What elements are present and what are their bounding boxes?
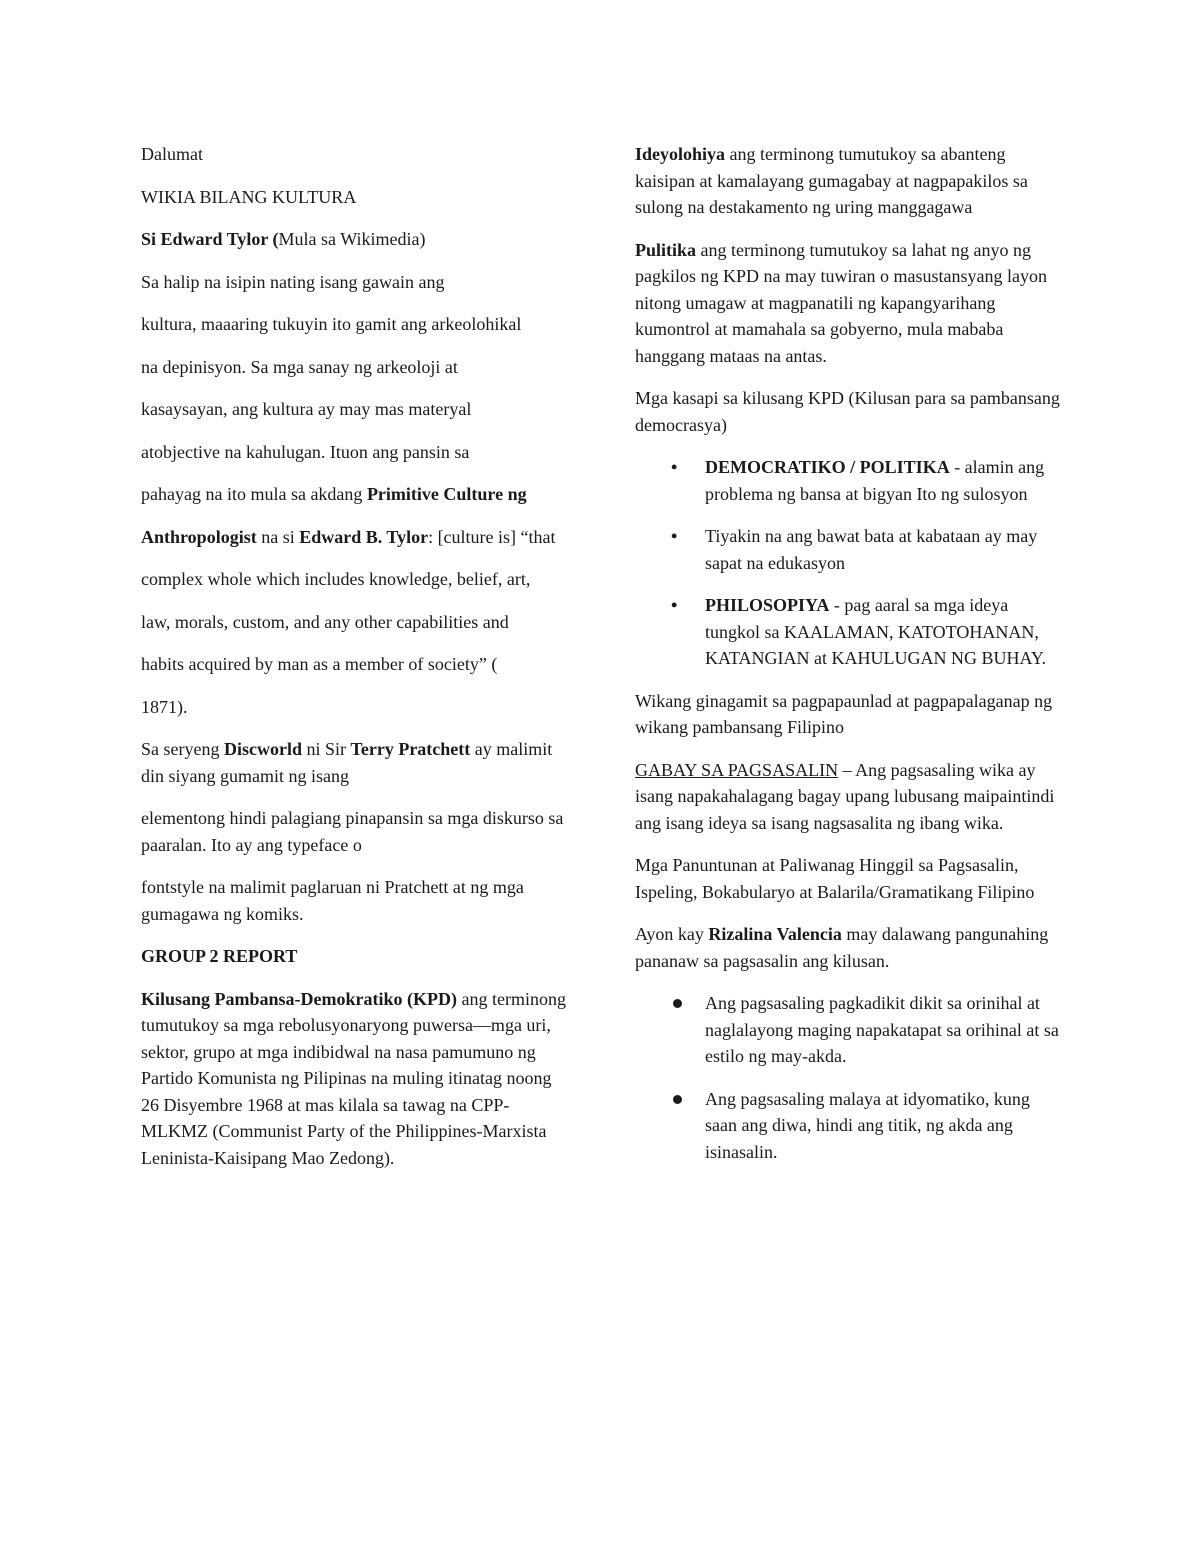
paragraph: kultura, maaaring tukuyin ito gamit ang arkeolohikal xyxy=(141,314,522,334)
pananaw-list xyxy=(635,990,1065,1165)
paragraph: law, morals, custom, and any other capabilities and xyxy=(141,611,509,632)
bullet-icon: • xyxy=(671,526,678,546)
list-item: Ang pagsasaling pagkadikit dikit sa orinihal at naglalayong maging napakatapat sa orihinal at sa estilo ng may-akda. xyxy=(635,990,1065,1070)
tylor-source: Si Edward Tylor (Mula sa Wikimedia) xyxy=(141,229,426,249)
wikang-paragraph: Wikang ginagamit sa pagpapaunlad at pagpapalaganap ng wikang pambansang Filipino xyxy=(635,690,1053,737)
paragraph: elementong hindi palagiang pinapansin sa mga diskurso sa paaralan. Ito ay ang typeface o xyxy=(141,808,564,855)
kasapi-list xyxy=(635,454,1065,672)
right-column xyxy=(635,141,1065,1181)
list-item: • DEMOCRATIKO / POLITIKA - alamin ang problema ng bansa at bigyan Ito ng sulosyon xyxy=(635,454,1065,507)
paragraph: complex whole which includes knowledge, belief, art, xyxy=(141,569,531,589)
gabay-paragraph: GABAY SA PAGSASALIN – Ang pagsasaling wika ay isang napakahalagang bagay upang lubusang maipaintindi ang isang ideya sa isang nagsasalita ng ibang wika. xyxy=(635,759,1055,833)
paragraph: atobjective na kahulugan. Ituon ang pansin sa xyxy=(141,441,470,462)
paragraph: Anthropologist na si Edward B. Tylor: [culture is] “that xyxy=(141,526,556,547)
ayon-paragraph: Ayon kay Rizalina Valencia may dalawang pangunahing pananaw sa pagsasalin ang kilusan. xyxy=(635,924,1049,971)
group-heading: GROUP 2 REPORT xyxy=(141,946,298,966)
kpd-paragraph: Kilusang Pambansa-Demokratiko (KPD) ang terminong tumutukoy sa mga rebolusyonaryong puwersa—mga uri, sektor, grupo at mga indibidwal na nasa pamumuno ng Partido Komunista ng Pilipinas na muling itinatag noong 26 Disyembre 1968 at mas kilala sa tawag na CPP-MLKMZ (Communist Party of the Philippines-Marxista Leninista-Kaisipang Mao Zedong). xyxy=(141,988,566,1168)
pulitika-paragraph: Pulitika ang terminong tumutukoy sa lahat ng anyo ng pagkilos ng KPD na may tuwiran o masustansyang layon nitong umagaw at magpanatili ng kapangyarihang kumontrol at mamahala sa gobyerno, mula mababa hanggang mataas na antas. xyxy=(635,239,1047,366)
doc-title: Dalumat xyxy=(141,144,203,164)
paragraph: habits acquired by man as a member of society” ( xyxy=(141,654,498,674)
paragraph: Sa seryeng Discworld ni Sir Terry Pratchett ay malimit din siyang gumamit ng isang xyxy=(141,739,553,786)
kasapi-paragraph: Mga kasapi sa kilusang KPD (Kilusan para sa pambansang democrasya) xyxy=(635,388,1060,435)
left-column xyxy=(141,141,569,1187)
list-item: • PHILOSOPIYA - pag aaral sa mga ideya tungkol sa KAALAMAN, KATOTOHANAN, KATANGIAN at KAHULUGAN NG BUHAY. xyxy=(635,592,1065,672)
paragraph: 1871). xyxy=(141,696,188,717)
panuntunan-paragraph: Mga Panuntunan at Paliwanag Hinggil sa Pagsasalin, Ispeling, Bokabularyo at Balarila/Gramatikang Filipino xyxy=(635,855,1035,902)
paragraph: pahayag na ito mula sa akdang Primitive Culture ng xyxy=(141,484,527,504)
bullet-icon: • xyxy=(671,595,678,615)
paragraph: Sa halip na isipin nating isang gawain ang xyxy=(141,271,445,292)
ideyolohiya-paragraph: Ideyolohiya ang terminong tumutukoy sa abanteng kaisipan at kamalayang gumagabay at nagpapakilos sa sulong na destakamento ng uring manggagawa xyxy=(635,144,1028,217)
list-item: Ang pagsasaling malaya at idyomatiko, kung saan ang diwa, hindi ang titik, ng akda ang isinasalin. xyxy=(635,1086,1065,1166)
bullet-icon: • xyxy=(671,457,678,477)
paragraph: na depinisyon. Sa mga sanay ng arkeoloji at xyxy=(141,356,458,377)
bullet-dot-icon xyxy=(673,1095,682,1104)
section-heading: WIKIA BILANG KULTURA xyxy=(141,186,357,207)
list-item: • Tiyakin na ang bawat bata at kabataan ay may sapat na edukasyon xyxy=(635,523,1065,576)
paragraph: fontstyle na malimit paglaruan ni Pratchett at ng mga gumagawa ng komiks. xyxy=(141,877,524,924)
bullet-dot-icon xyxy=(673,999,682,1008)
paragraph: kasaysayan, ang kultura ay may mas materyal xyxy=(141,399,472,419)
